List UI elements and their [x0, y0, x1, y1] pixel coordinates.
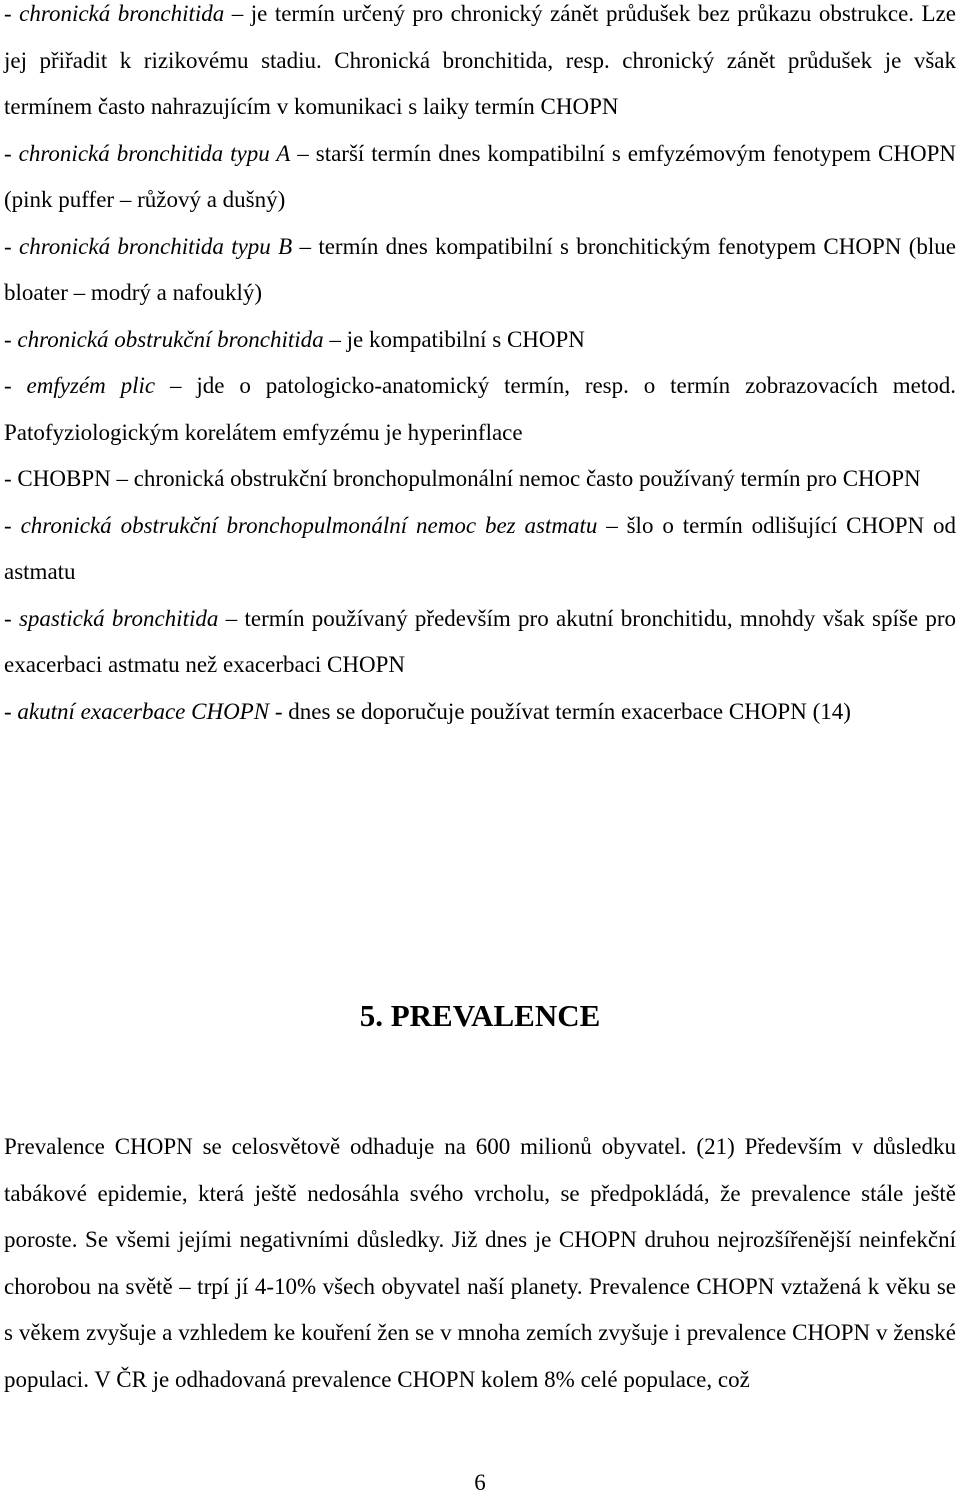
- definition-entry: [4, 0, 956, 131]
- body-text: [4, 1124, 956, 1403]
- definition-text: CHOBPN – chronická obstrukční bronchopulmonální nemoc často používaný termín pro CHOPN: [17, 466, 921, 491]
- definition-entry: [4, 131, 956, 224]
- definition-term: akutní exacerbace CHOPN: [17, 698, 270, 724]
- definition-text: – je kompatibilní s CHOPN: [323, 326, 585, 352]
- definition-term: chronická bronchitida typu B: [18, 233, 293, 259]
- definition-term: chronická bronchitida typu A: [18, 140, 291, 166]
- definition-term: chronická obstrukční bronchitida: [17, 326, 324, 352]
- definition-term: chronická bronchitida: [19, 1, 225, 26]
- definition-text: - dnes se doporučuje používat termín exacerbace CHOPN (14): [269, 698, 851, 724]
- definition-entry: [4, 317, 956, 364]
- definition-entry: [4, 456, 956, 503]
- definition-text: – termín používaný především pro akutní bronchitidu, mnohdy však spíše pro exacerbaci astmatu než exacerbaci CHOPN: [4, 605, 957, 677]
- page-number: 6: [474, 1470, 486, 1495]
- definition-entry: [4, 596, 956, 689]
- section-heading: 5. PREVALENCE: [359, 998, 601, 1033]
- definition-text: – je termín určený pro chronický zánět průdušek bez průkazu obstrukce. Lze jej přiřadit k rizikovému stadiu. Chronická bronchitida, resp. chronický zánět průdušek je však termínem často nahrazujícím v komunikaci s laiky termín CHOPN: [4, 1, 956, 119]
- list-dash: -: [4, 233, 19, 259]
- list-dash: -: [4, 512, 21, 538]
- list-dash: -: [4, 326, 18, 352]
- definition-text: – jde o patologicko-anatomický termín, resp. o termín zobrazovacích metod. Patofyziologickým korelátem emfyzému je hyperinflace: [4, 373, 956, 445]
- definition-entry: [4, 363, 956, 456]
- list-dash: -: [4, 466, 18, 491]
- definition-text: – termín dnes kompatibilní s bronchitickým fenotypem CHOPN (blue bloater – modrý a nafouklý): [4, 233, 956, 305]
- definition-text: – starší termín dnes kompatibilní s emfyzémovým fenotypem CHOPN (pink puffer – růžový a dušný): [4, 140, 956, 212]
- definition-term: spastická bronchitida: [18, 605, 219, 631]
- list-dash: -: [4, 1, 20, 26]
- definition-term: emfyzém plic: [26, 373, 156, 398]
- definition-entry: [4, 503, 956, 596]
- list-dash: -: [4, 605, 19, 631]
- list-dash: -: [4, 698, 18, 724]
- definition-entry: [4, 224, 956, 317]
- definition-text: – šlo o termín odlišující CHOPN od astmatu: [4, 512, 956, 584]
- list-dash: -: [4, 373, 27, 398]
- definition-entry: [4, 689, 956, 736]
- list-dash: -: [4, 140, 19, 166]
- paragraph: Prevalence CHOPN se celosvětově odhaduje na 600 milionů obyvatel. (21) Především v důsledku tabákové epidemie, která ještě nedosáhla svého vrcholu, se předpokládá, že prevalence stále ještě poroste. Se všemi jejími negativními důsledky. Již dnes je CHOPN druhou nejrozšířenější neinfekční chorobou na světě – trpí jí 4-10% všech obyvatel naší planety. Prevalence CHOPN vztažená k věku se s věkem zvyšuje a vzhledem ke kouření žen se v mnoha zemích zvyšuje i prevalence CHOPN v ženské populaci. V ČR je odhadovaná prevalence CHOPN kolem 8% celé populace, což: [4, 1134, 956, 1392]
- document-page: [4, 0, 957, 1495]
- definition-term: chronická obstrukční bronchopulmonální nemoc bez astmatu: [20, 512, 598, 538]
